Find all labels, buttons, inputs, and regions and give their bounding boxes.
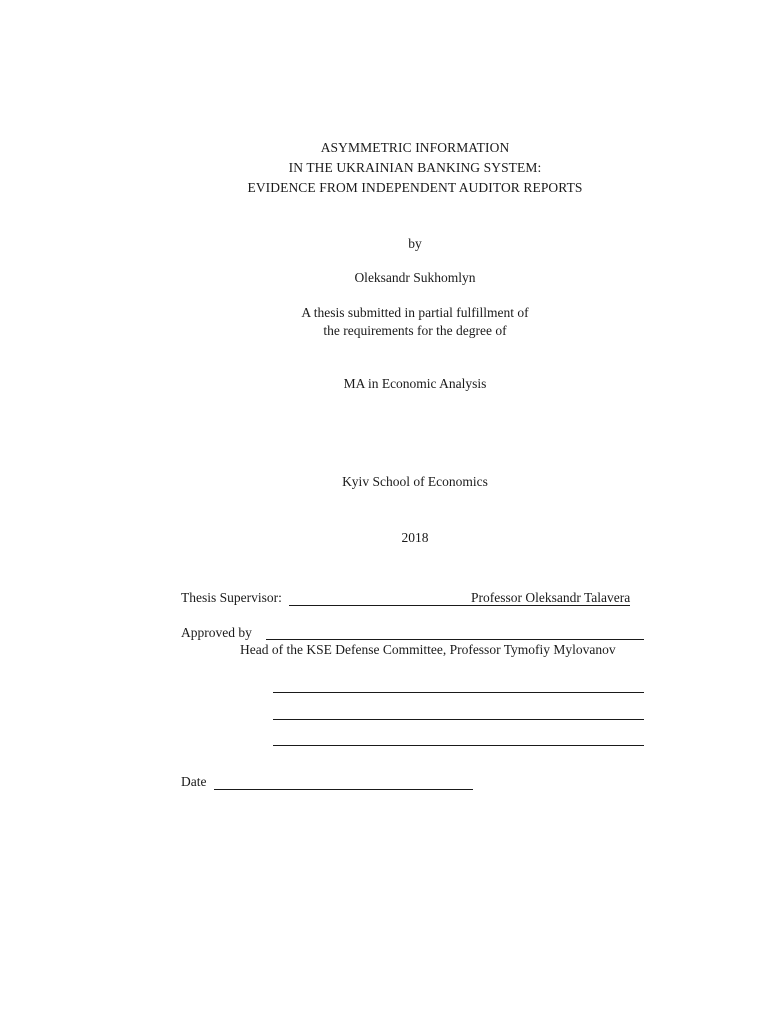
signature-line-2 xyxy=(273,719,644,720)
thesis-title-line-2: IN THE UKRAINIAN BANKING SYSTEM: xyxy=(288,160,542,175)
by-label: by xyxy=(408,236,422,251)
thesis-statement-line-1: A thesis submitted in partial fulfillment of xyxy=(301,305,529,320)
supervisor-label: Thesis Supervisor: xyxy=(181,590,282,605)
approved-by-label: Approved by xyxy=(181,625,252,640)
approval-signature-line xyxy=(266,639,644,640)
date-label: Date xyxy=(181,774,207,789)
committee-head: Head of the KSE Defense Committee, Professor Tymofiy Mylovanov xyxy=(240,642,616,657)
signature-line-3 xyxy=(273,745,644,746)
supervisor-name xyxy=(471,589,630,607)
degree: MA in Economic Analysis xyxy=(343,376,487,391)
thesis-title-line-3: EVIDENCE FROM INDEPENDENT AUDITOR REPORTS xyxy=(247,180,583,195)
signature-line-1 xyxy=(273,692,644,693)
date-line xyxy=(214,789,473,790)
year: 2018 xyxy=(401,530,429,545)
thesis-title-line-1: ASYMMETRIC INFORMATION xyxy=(320,140,510,155)
thesis-statement-line-2: the requirements for the degree of xyxy=(323,323,507,338)
school-name: Kyiv School of Economics xyxy=(342,474,488,489)
supervisor-signature-line xyxy=(289,605,471,606)
supervisor-name-text: Professor Oleksandr Talavera xyxy=(471,590,631,605)
author-name: Oleksandr Sukhomlyn xyxy=(354,270,476,285)
